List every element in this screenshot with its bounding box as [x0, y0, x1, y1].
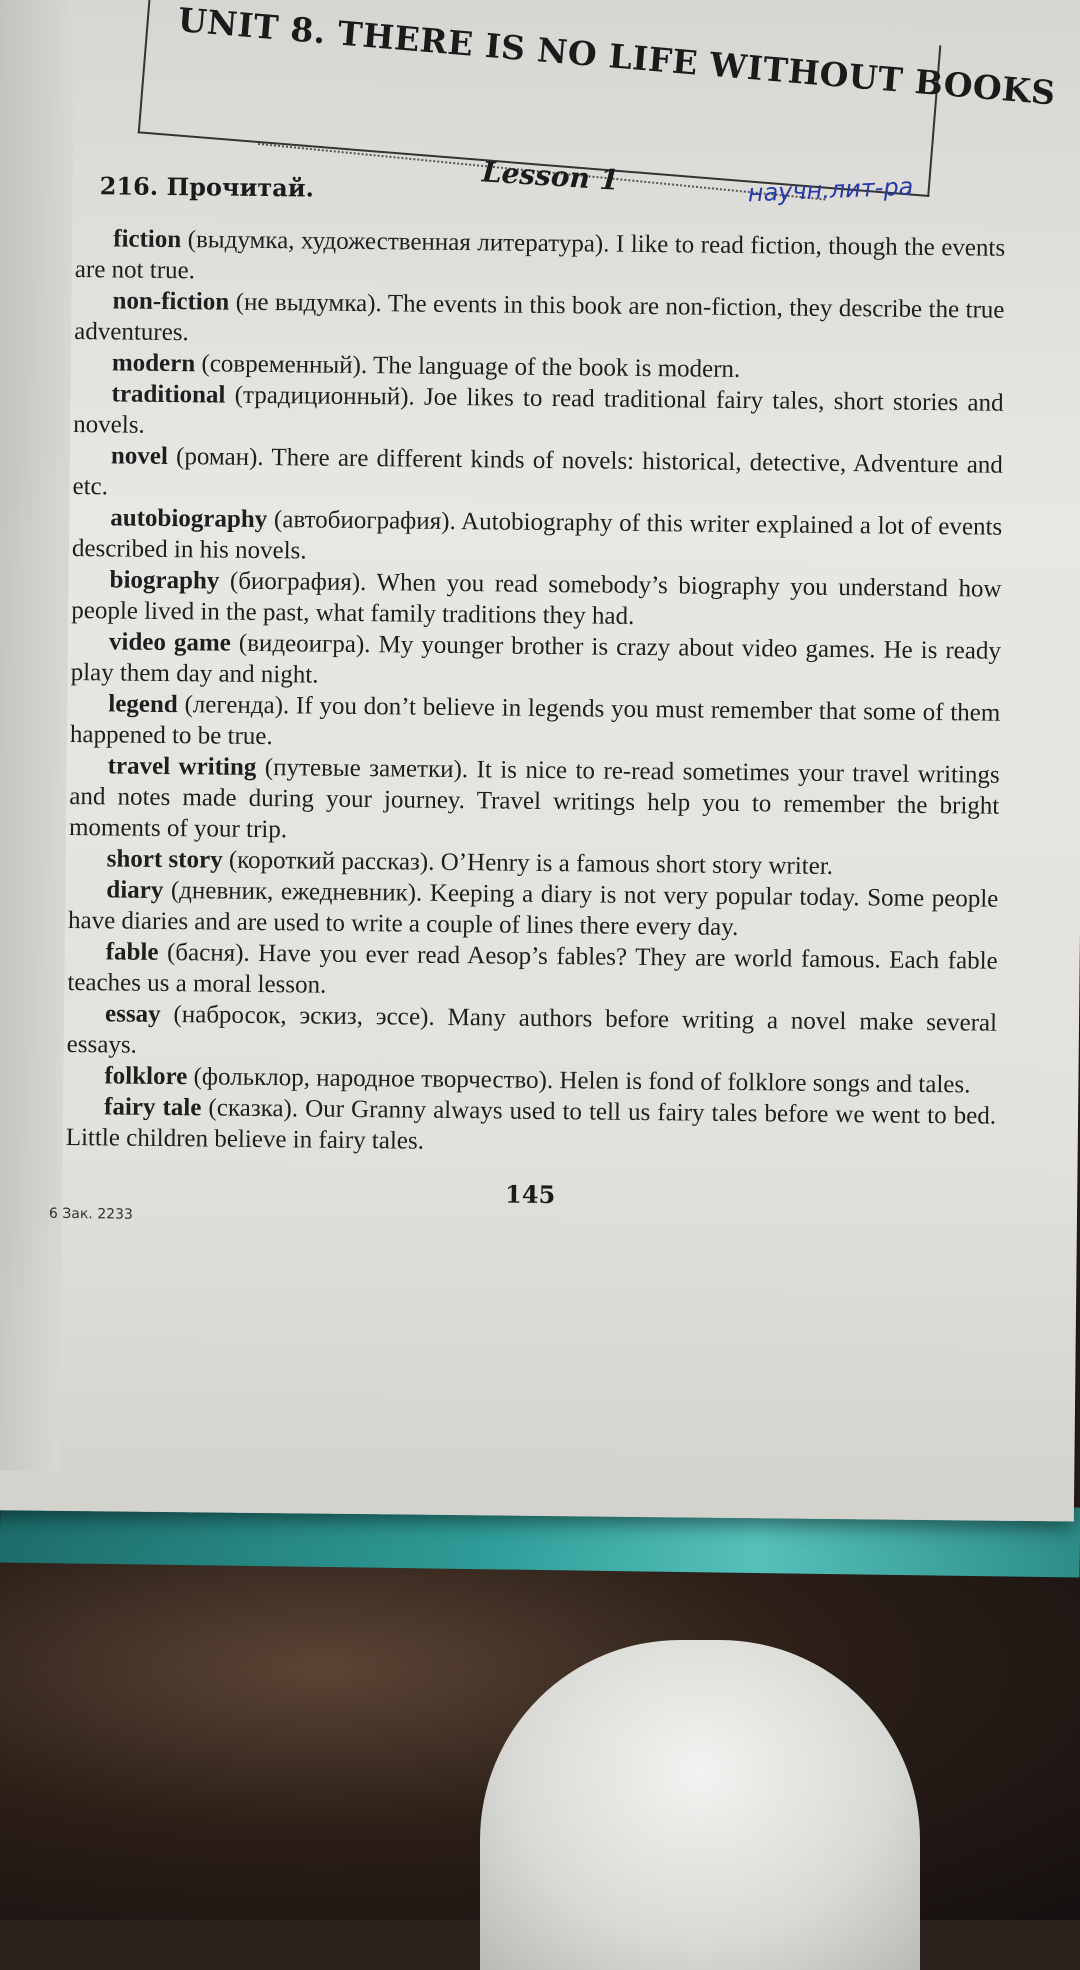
entry-example: My younger brother is crazy about video games. He is ready play them day and night.	[70, 631, 1002, 689]
entry-example: Many authors before writing a novel make several essays.	[66, 1003, 998, 1059]
entry-example: O’Henry is a famous short story writer.	[440, 848, 834, 880]
entry-translation: (легенда).	[184, 691, 290, 720]
entry-term: short story	[106, 845, 223, 874]
entry-translation: (современный).	[201, 350, 368, 380]
entry-translation: (биография).	[229, 567, 367, 597]
entry-example: Our Granny always used to tell us fairy tales before we went to bed. Little children believe in fairy tales.	[65, 1095, 997, 1155]
entry-example: There are different kinds of novels: historical, detective, Adventure and etc.	[72, 444, 1004, 501]
entry-term: fairy tale	[103, 1093, 202, 1122]
entry-example: Autobiography of this writer explained a lot of events described in his novels.	[71, 508, 1003, 565]
vocabulary-list	[66, 223, 1006, 1163]
entry-term: non-fiction	[112, 287, 230, 316]
vocabulary-entry	[66, 1091, 997, 1163]
entry-term: essay	[104, 1000, 161, 1028]
entry-translation: (не выдумка).	[235, 288, 382, 318]
exercise-heading: 216. Прочитай.	[99, 171, 315, 203]
left-page-edge	[0, 0, 75, 1471]
entry-example: The language of the book is modern.	[372, 352, 741, 383]
entry-translation: (выдумка, художественная литература).	[187, 226, 610, 258]
handwritten-note: научн.лит-ра	[747, 172, 914, 208]
entry-term: fiction	[113, 225, 182, 254]
vocabulary-entry	[67, 998, 998, 1070]
vocabulary-entry	[73, 378, 1004, 450]
vocabulary-entry	[75, 223, 1006, 295]
vocabulary-entry	[74, 285, 1005, 357]
entry-example: Have you ever read Aesop’s fables? They are world famous. Each fable teaches us a moral lesson.	[67, 939, 998, 999]
entry-example: Keeping a diary is not very popular today. Some people have diaries and are used to write a couple of lines there every day.	[67, 879, 999, 941]
entry-term: biography	[109, 566, 220, 595]
unit-title: UNIT 8. THERE IS NO LIFE WITHOUT BOOKS	[176, 0, 1058, 113]
vocabulary-entry	[71, 564, 1002, 636]
entry-term: autobiography	[110, 504, 268, 534]
entry-term: video game	[108, 628, 231, 657]
vocabulary-entry	[70, 688, 1001, 760]
entry-term: novel	[110, 442, 169, 470]
vocabulary-entry	[70, 626, 1001, 698]
entry-example: It is nice to re-read sometimes your travel writings and notes made during your journey. Travel writings help you to remember the bright moments of your trip.	[68, 756, 1000, 844]
entry-translation: (короткий рассказ).	[228, 846, 435, 876]
page-number: 145	[504, 1179, 556, 1210]
entry-translation: (набросок, эскиз, эссе).	[173, 1001, 435, 1031]
entry-translation: (автобиография).	[273, 506, 456, 536]
entry-translation: (сказка).	[208, 1094, 299, 1123]
entry-translation: (роман).	[175, 443, 264, 471]
vocabulary-entry	[68, 874, 999, 946]
vocabulary-entry	[69, 750, 1000, 853]
entry-translation: (традиционный).	[234, 381, 415, 411]
entry-term: traditional	[111, 380, 226, 409]
entry-term: fable	[105, 938, 159, 966]
entry-term: diary	[106, 876, 164, 904]
vocabulary-entry	[67, 936, 998, 1008]
entry-term: legend	[108, 690, 178, 719]
page-body	[48, 223, 1006, 1233]
lesson-title: Lesson 1	[481, 155, 621, 197]
entry-example: Helen is fond of folklore songs and tales.	[559, 1067, 971, 1099]
entry-example: Joe likes to read traditional fairy tales, short stories and novels.	[73, 383, 1004, 439]
entry-translation: (фольклор, народное творчество).	[193, 1063, 554, 1095]
entry-term: folklore	[104, 1062, 188, 1091]
entry-example: I like to read fiction, though the events are not true.	[74, 230, 1006, 285]
entry-translation: (видеоигра).	[238, 629, 371, 659]
entry-term: modern	[111, 349, 196, 378]
entry-translation: (путевые заметки).	[264, 754, 469, 784]
entry-example: When you read somebody’s biography you understand how people lived in the past, what family traditions they had.	[71, 569, 1002, 630]
vocabulary-entry	[72, 440, 1003, 512]
vocabulary-entry	[72, 502, 1003, 574]
entry-translation: (басня).	[166, 939, 250, 967]
entry-term: travel writing	[107, 752, 257, 781]
print-code: 6 Зак. 2233	[48, 1205, 133, 1223]
entry-example: If you don’t believe in legends you must remember that some of them happened to be true.	[69, 692, 1001, 751]
entry-example: The events in this book are non-fiction, they describe the true adventures.	[74, 290, 1005, 347]
entry-translation: (дневник, ежедневник).	[170, 877, 423, 907]
